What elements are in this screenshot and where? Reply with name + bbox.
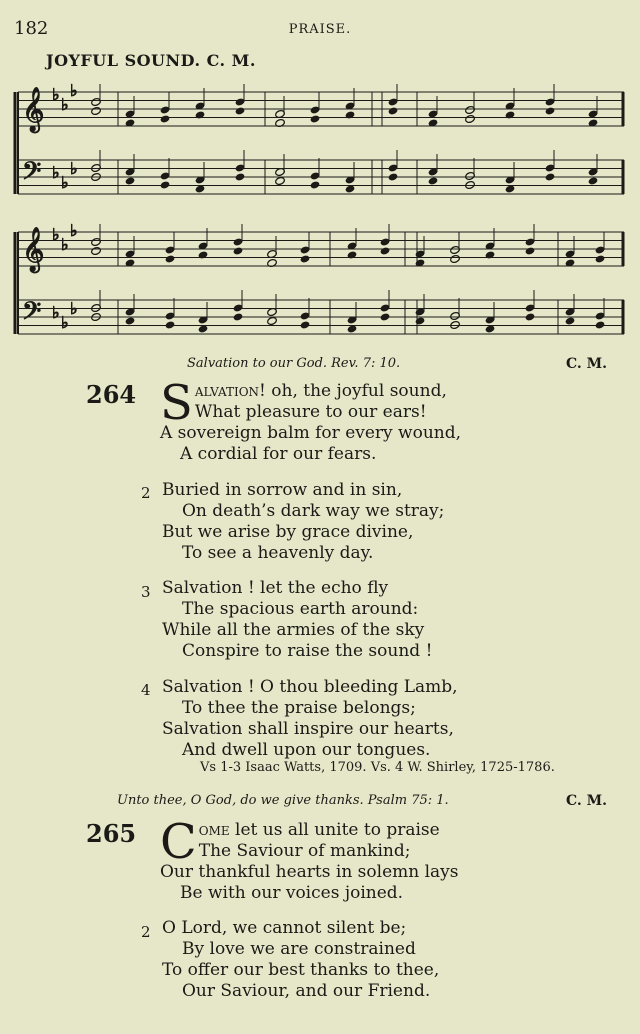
hymn-264-attribution: Vs 1-3 Isaac Watts, 1709. Vs. 4 W. Shirley, 1725-1786. bbox=[200, 760, 555, 775]
svg-text:♭: ♭ bbox=[52, 163, 60, 182]
stanza-number: 3 bbox=[141, 583, 151, 601]
first-word: ome bbox=[198, 820, 230, 840]
hymn-264-stanza-4 bbox=[162, 677, 458, 761]
stanza-number: 4 bbox=[141, 681, 151, 699]
treble-clef-icon: 𝄞 bbox=[22, 227, 45, 271]
svg-text:♭: ♭ bbox=[52, 303, 60, 322]
line-4: Conspire to raise the sound ! bbox=[182, 641, 433, 661]
hymn-265-caption: Unto thee, O God, do we give thanks. Psalm 75: 1. bbox=[117, 793, 449, 808]
line-3: To offer our best thanks to thee, bbox=[162, 960, 440, 980]
bass-clef-icon: 𝄢 bbox=[22, 157, 42, 192]
svg-text:♭: ♭ bbox=[61, 173, 69, 192]
svg-text:♭: ♭ bbox=[52, 85, 60, 104]
hymn-264-stanza-3 bbox=[162, 578, 432, 662]
line-1: Salvation ! let the echo fly bbox=[162, 578, 389, 598]
svg-text:♭: ♭ bbox=[70, 81, 78, 100]
line-2: On death’s dark way we stray; bbox=[182, 501, 445, 521]
hymn-264-stanza-2 bbox=[162, 480, 444, 564]
line-1-rest: let us all unite to praise bbox=[235, 820, 440, 840]
tune-title: JOYFUL SOUND. C. M. bbox=[46, 51, 256, 70]
hymn-265-stanza-2 bbox=[162, 918, 439, 1002]
line-4: Be with our voices joined. bbox=[180, 883, 404, 903]
hymn-265-meter: C. M. bbox=[566, 793, 608, 809]
hymn-264-number: 264 bbox=[86, 380, 137, 409]
line-3: While all the armies of the sky bbox=[162, 620, 425, 640]
hymn-264-caption: Salvation to our God. Rev. 7: 10. bbox=[187, 356, 401, 371]
bass-clef-icon: 𝄢 bbox=[22, 297, 42, 332]
line-1: O Lord, we cannot silent be; bbox=[162, 918, 407, 938]
line-2: By love we are constrained bbox=[182, 939, 416, 959]
line-1: Salvation ! O thou bleeding Lamb, bbox=[162, 677, 458, 697]
line-3: Our thankful hearts in solemn lays bbox=[160, 862, 459, 882]
hymn-265-number: 265 bbox=[86, 819, 137, 848]
svg-text:♭: ♭ bbox=[70, 299, 78, 318]
hymn-264-meter: C. M. bbox=[566, 356, 608, 372]
line-3: A sovereign balm for every wound, bbox=[160, 423, 462, 443]
svg-text:♭: ♭ bbox=[52, 225, 60, 244]
svg-text:♭: ♭ bbox=[61, 313, 69, 332]
line-4: And dwell upon our tongues. bbox=[182, 740, 431, 760]
page-number: 182 bbox=[14, 18, 49, 39]
drop-cap: C bbox=[160, 814, 197, 870]
music-score bbox=[0, 0, 640, 345]
line-2: To thee the praise belongs; bbox=[182, 698, 416, 718]
treble-clef-icon: 𝄞 bbox=[22, 87, 45, 131]
svg-text:♭: ♭ bbox=[61, 95, 69, 114]
svg-text:♭: ♭ bbox=[70, 159, 78, 178]
line-2: The spacious earth around: bbox=[182, 599, 419, 619]
line-3: But we arise by grace divine, bbox=[162, 522, 414, 542]
stanza-number: 2 bbox=[141, 923, 151, 941]
svg-text:♭: ♭ bbox=[70, 221, 78, 240]
line-2: The Saviour of mankind; bbox=[198, 841, 411, 861]
line-1-rest: ! oh, the joyful sound, bbox=[259, 381, 447, 401]
running-head: PRAISE. bbox=[288, 22, 352, 37]
first-word: alvation bbox=[194, 381, 260, 401]
line-4: Our Saviour, and our Friend. bbox=[182, 981, 431, 1001]
line-1: Buried in sorrow and in sin, bbox=[162, 480, 403, 500]
line-2: What pleasure to our ears! bbox=[194, 402, 427, 422]
stanza-number: 2 bbox=[141, 484, 151, 502]
hymn-265-stanza-1 bbox=[160, 814, 620, 904]
svg-text:♭: ♭ bbox=[61, 235, 69, 254]
hymn-264-stanza-1 bbox=[160, 375, 620, 465]
line-4: To see a heavenly day. bbox=[182, 543, 374, 563]
line-4: A cordial for our fears. bbox=[180, 444, 377, 464]
drop-cap: S bbox=[160, 375, 193, 431]
line-3: Salvation shall inspire our hearts, bbox=[162, 719, 454, 739]
